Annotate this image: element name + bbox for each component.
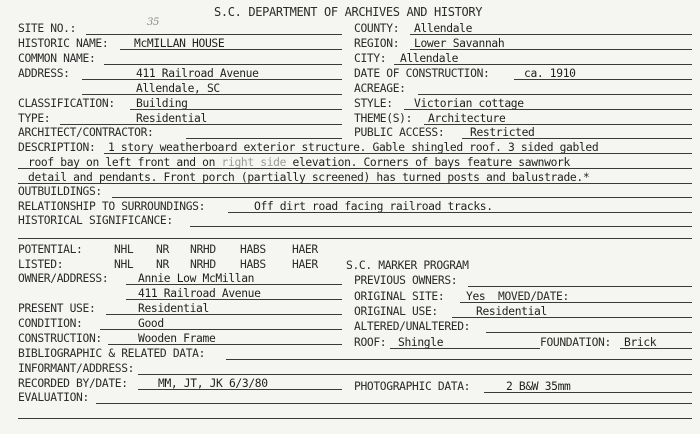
potential-habs: HABS: [240, 243, 266, 256]
description-line1: 1 story weatherboard exterior structure. Gable shingled roof. 3 sided gabled: [108, 141, 599, 154]
foundation-label: FOUNDATION:: [540, 336, 611, 349]
themes-line: [424, 124, 692, 125]
present-use-label: PRESENT USE:: [18, 302, 96, 315]
photographic-label: PHOTOGRAPHIC DATA:: [354, 380, 471, 393]
type-value: Residential: [136, 112, 207, 125]
county-value: Allendale: [414, 22, 473, 35]
region-line: [410, 49, 692, 50]
original-site-label: ORIGINAL SITE:: [354, 290, 445, 303]
date-of-construction-line: [514, 79, 692, 80]
description-line2-end: elevation. Corners of bays feature sawnwork: [292, 156, 570, 169]
historic-name-label: HISTORIC NAME:: [18, 37, 109, 50]
recorded-label: RECORDED BY/DATE:: [18, 377, 128, 390]
listed-nr: NR: [156, 258, 169, 271]
foundation-value: Brick: [624, 336, 657, 349]
photographic-value: 2 B&W 35mm: [506, 380, 571, 393]
handwritten-site-number: 35: [147, 17, 160, 28]
evaluation-line: [96, 403, 692, 404]
style-line: [404, 109, 692, 110]
description-label: DESCRIPTION:: [18, 141, 96, 154]
description-line2-start: roof bay on left front and on: [28, 156, 216, 169]
original-site-line: [460, 302, 692, 303]
listed-label: LISTED:: [18, 258, 64, 271]
public-access-value: Restricted: [470, 126, 535, 139]
marker-program-label: S.C. MARKER PROGRAM: [346, 259, 469, 272]
relationship-line: [228, 212, 692, 213]
potential-nr: NR: [156, 243, 169, 256]
photographic-line: [484, 392, 692, 393]
acreage-line: [418, 94, 692, 95]
listed-habs: HABS: [240, 258, 266, 271]
bibliographic-line: [226, 359, 692, 360]
description-line2-faint: right side: [221, 156, 287, 169]
roof-value: Shingle: [398, 336, 444, 349]
evaluation-line-2: [18, 418, 692, 419]
original-use-line: [452, 317, 692, 318]
address-label: ADDRESS:: [18, 67, 70, 80]
listed-nhl: NHL: [114, 258, 134, 271]
original-use-label: ORIGINAL USE:: [354, 305, 438, 318]
themes-label: THEME(S):: [354, 112, 413, 125]
outbuildings-label: OUTBUILDINGS:: [18, 185, 102, 198]
common-name-label: COMMON NAME:: [18, 52, 96, 65]
architect-line: [186, 138, 342, 139]
listed-nrhd: NRHD: [190, 258, 216, 271]
address-line1-rule: [82, 79, 342, 80]
public-access-line: [462, 138, 692, 139]
acreage-label: ACREAGE:: [354, 82, 406, 95]
informant-label: INFORMANT/ADDRESS:: [18, 362, 135, 375]
type-line: [60, 124, 342, 125]
description-rule2: [18, 168, 692, 169]
construction-line: [108, 344, 342, 345]
style-label: STYLE:: [354, 97, 393, 110]
address-line2-rule: [82, 94, 342, 95]
city-line: [394, 64, 692, 65]
city-value: Allendale: [400, 52, 459, 65]
present-use-value: Residential: [138, 302, 209, 315]
relationship-value: Off dirt road facing railroad tracks.: [254, 200, 493, 213]
potential-haer: HAER: [292, 243, 318, 256]
potential-nhl: NHL: [114, 243, 134, 256]
original-site-value: Yes: [466, 290, 486, 303]
owner-label: OWNER/ADDRESS:: [18, 272, 109, 285]
description-rule3: [18, 183, 692, 184]
potential-label: POTENTIAL:: [18, 243, 83, 256]
city-label: CITY:: [354, 52, 387, 65]
historic-name-line: [120, 49, 342, 50]
classification-line: [130, 109, 342, 110]
condition-label: CONDITION:: [18, 317, 83, 330]
outbuildings-line: [112, 197, 692, 198]
condition-value: Good: [138, 317, 164, 330]
type-label: TYPE:: [18, 112, 51, 125]
date-of-construction-label: DATE OF CONSTRUCTION:: [354, 67, 490, 80]
site-no-line: [86, 34, 342, 35]
themes-value: Architecture: [428, 112, 506, 125]
construction-label: CONSTRUCTION:: [18, 332, 102, 345]
construction-value: Wooden Frame: [138, 332, 216, 345]
potential-nrhd: NRHD: [190, 243, 216, 256]
description-line3: detail and pendants. Front porch (partially screened) has turned posts and balustrade.*: [28, 171, 590, 184]
original-use-value: Residential: [476, 305, 547, 318]
moved-date-label: MOVED/DATE:: [498, 290, 569, 303]
historic-name-value: McMILLAN HOUSE: [134, 37, 225, 50]
style-value: Victorian cottage: [414, 97, 524, 110]
informant-line: [138, 374, 692, 375]
historical-significance-label: HISTORICAL SIGNIFICANCE:: [18, 214, 173, 227]
owner-name: Annie Low McMillan: [138, 272, 255, 285]
common-name-line: [104, 64, 342, 65]
site-no-label: SITE NO.:: [18, 22, 77, 35]
bibliographic-label: BIBLIOGRAPHIC & RELATED DATA:: [18, 347, 206, 360]
roof-line: [390, 348, 540, 349]
classification-label: CLASSIFICATION:: [18, 97, 115, 110]
listed-haer: HAER: [292, 258, 318, 271]
present-use-line: [106, 314, 342, 315]
previous-owners-line: [468, 286, 692, 287]
region-value: Lower Savannah: [414, 37, 505, 50]
date-of-construction-value: ca. 1910: [524, 67, 576, 80]
recorded-line: [138, 389, 342, 390]
section-divider: [18, 238, 692, 239]
relationship-label: RELATIONSHIP TO SURROUNDINGS:: [18, 200, 206, 213]
previous-owners-label: PREVIOUS OWNERS:: [354, 274, 458, 287]
county-line: [410, 34, 692, 35]
roof-label: ROOF:: [354, 336, 387, 349]
description-rule1: [104, 153, 692, 154]
altered-label: ALTERED/UNALTERED:: [354, 320, 471, 333]
foundation-line: [620, 348, 692, 349]
owner-name-line: [126, 284, 342, 285]
county-label: COUNTY:: [354, 22, 400, 35]
architect-label: ARCHITECT/CONTRACTOR:: [18, 126, 154, 139]
owner-address-line: [126, 299, 342, 300]
region-label: REGION:: [354, 37, 400, 50]
public-access-label: PUBLIC ACCESS:: [354, 126, 445, 139]
classification-value: Building: [136, 97, 188, 110]
evaluation-label: EVALUATION:: [18, 391, 89, 404]
address-line1: 411 Railroad Avenue: [136, 67, 259, 80]
card-title: S.C. DEPARTMENT OF ARCHIVES AND HISTORY: [214, 5, 483, 19]
historical-significance-line: [190, 226, 692, 227]
condition-line: [100, 329, 342, 330]
recorded-value: MM, JT, JK 6/3/80: [158, 377, 268, 390]
altered-line: [486, 332, 692, 333]
address-line2: Allendale, SC: [136, 82, 220, 95]
owner-address: 411 Railroad Avenue: [138, 287, 261, 300]
